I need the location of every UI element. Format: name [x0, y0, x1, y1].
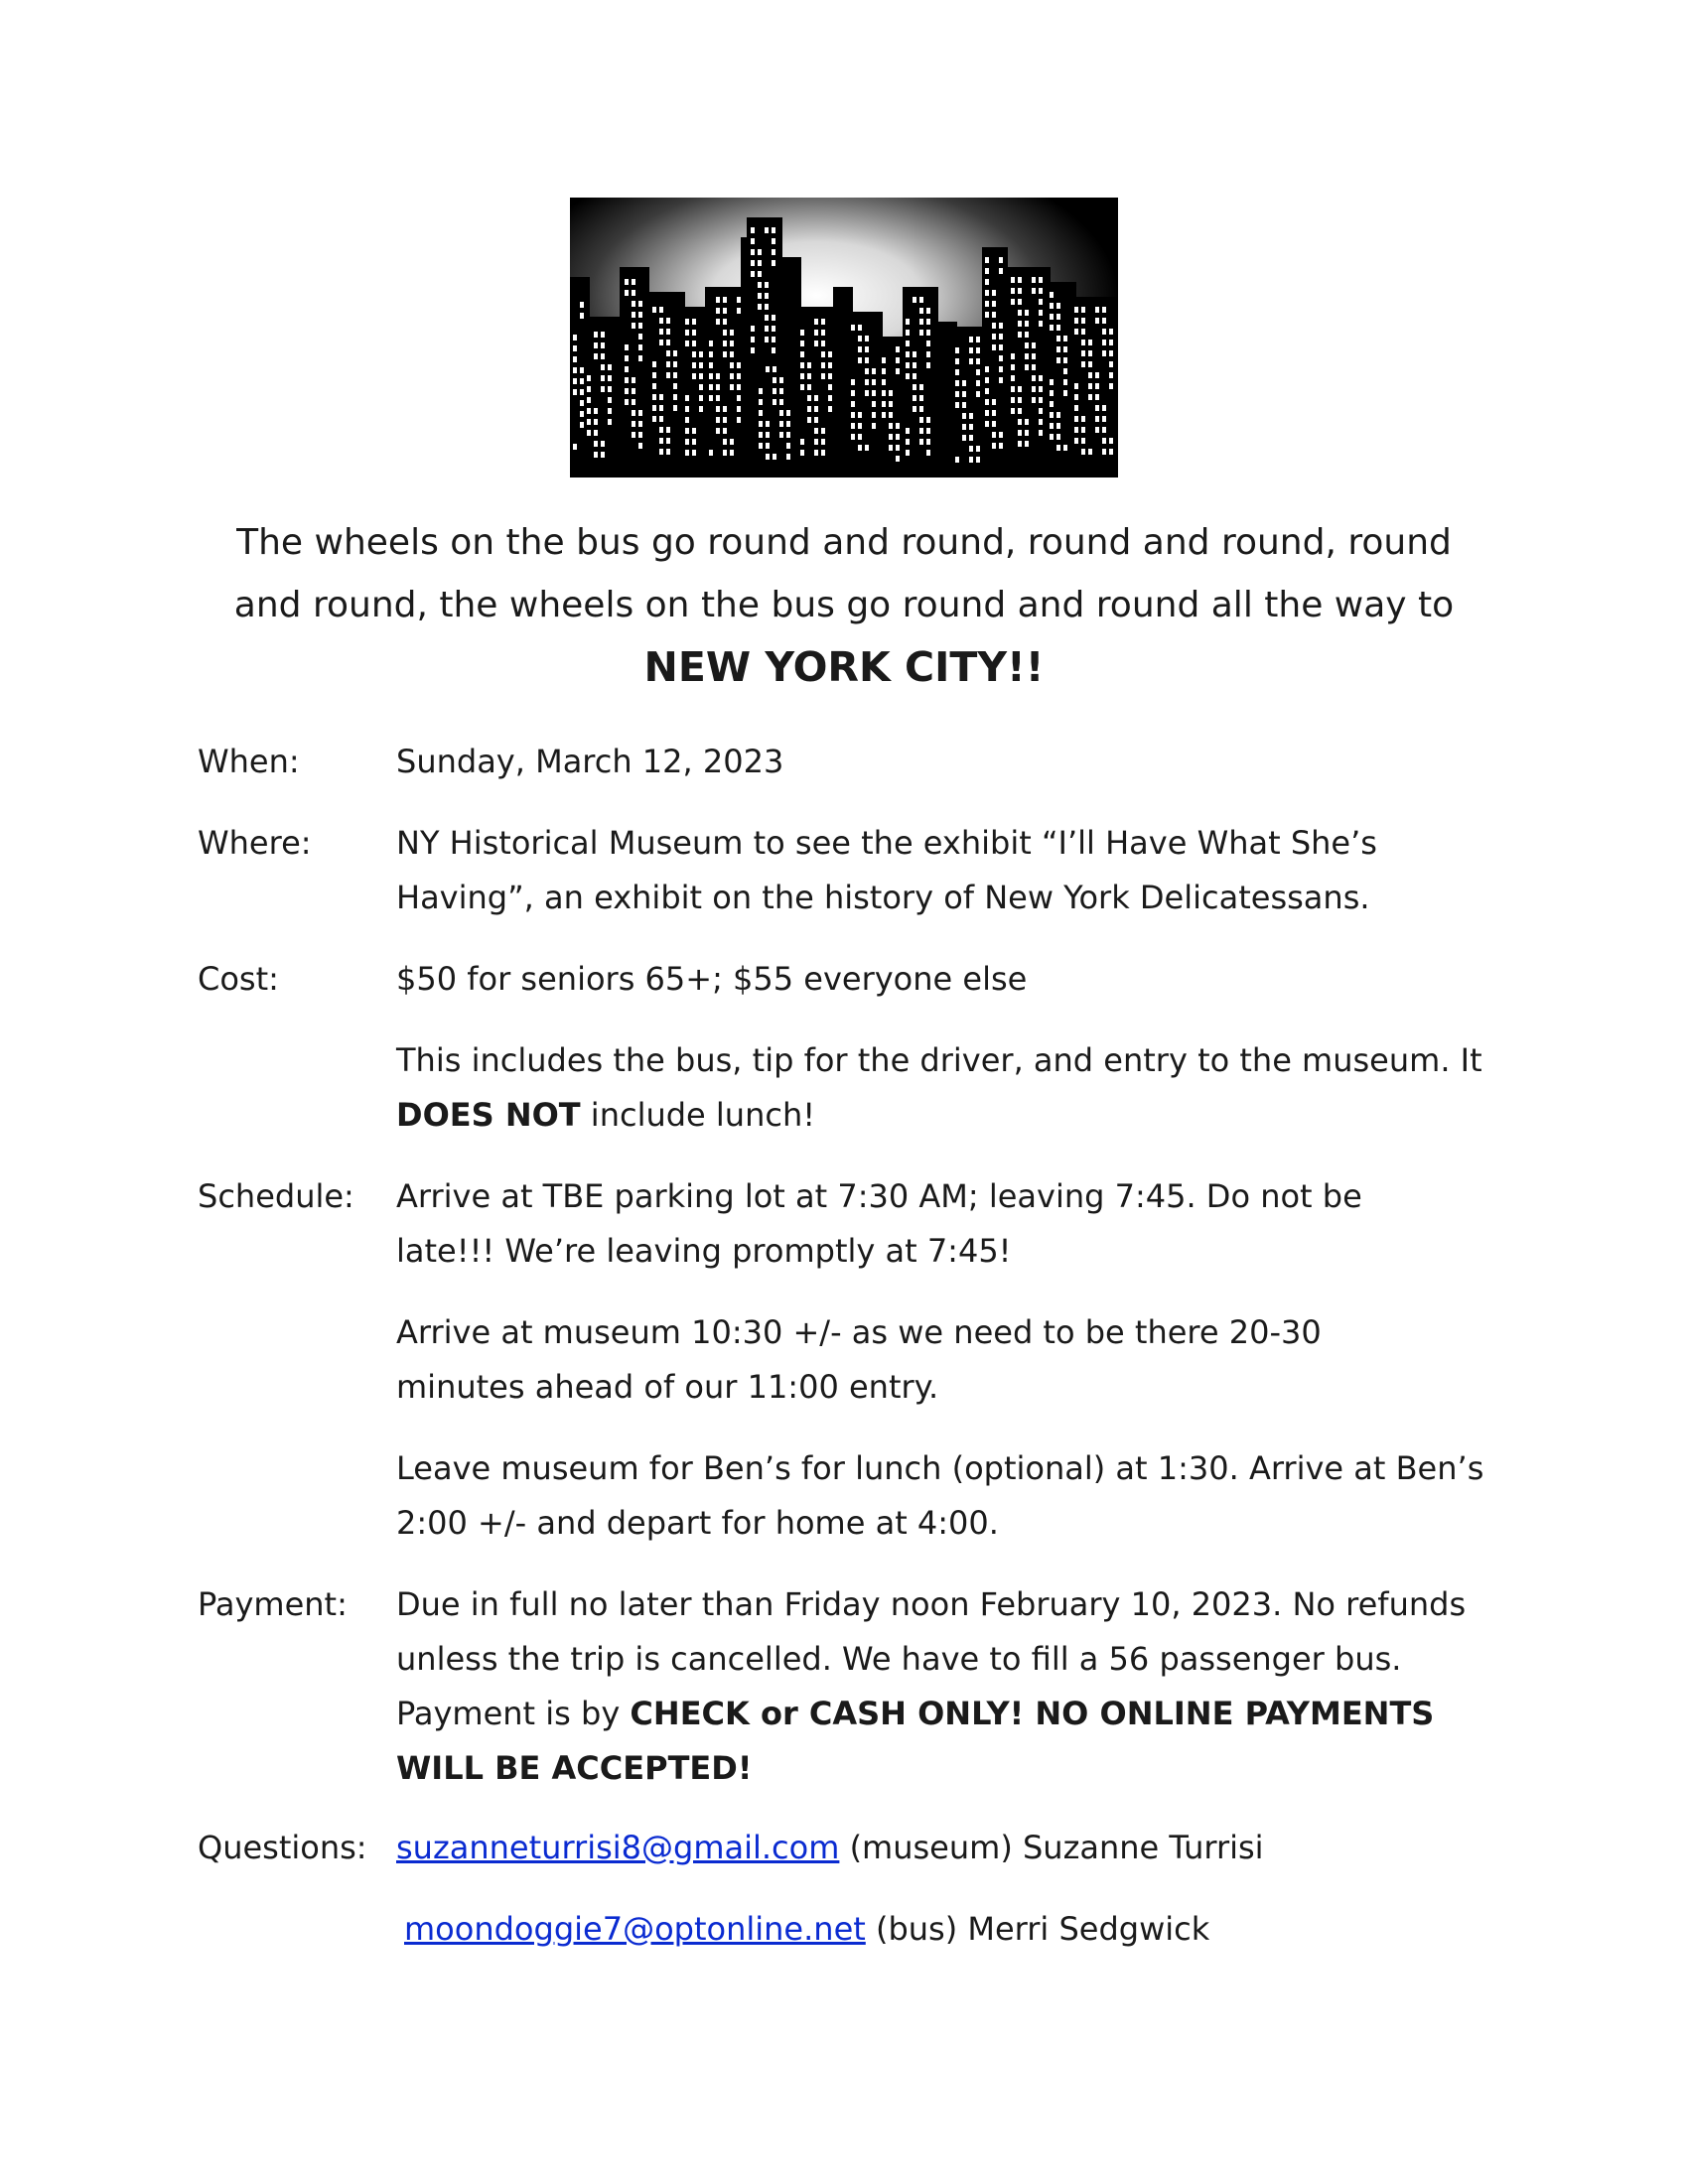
when-value: Sunday, March 12, 2023 — [396, 743, 784, 780]
cost-value: $50 for seniors 65+; $55 everyone else — [396, 960, 1028, 998]
museum-contact-name: (museum) Suzanne Turrisi — [839, 1829, 1264, 1866]
cost-note-end: include lunch! — [580, 1096, 816, 1134]
cost-note-emphasis: DOES NOT — [396, 1096, 581, 1134]
contact-bus — [404, 1902, 1506, 1957]
payment-value — [396, 1577, 1469, 1796]
cost-note-text: This includes the bus, tip for the driver, and entry to the museum. It — [396, 1041, 1482, 1079]
intro-line-1: The wheels on the bus go round and round, round and round, round — [236, 522, 1452, 563]
schedule-label: Schedule: — [198, 1177, 354, 1215]
payment-label: Payment: — [198, 1585, 348, 1623]
schedule-departure: Arrive at TBE parking lot at 7:30 AM; leaving 7:45. Do not be late!!! We’re leaving promptly at 7:45! — [396, 1177, 1362, 1270]
city-skyline-image — [570, 198, 1118, 478]
bus-email-link[interactable]: moondoggie7@optonline.net — [404, 1910, 866, 1948]
museum-email-link[interactable]: suzanneturrisi8@gmail.com — [396, 1829, 840, 1866]
intro-text — [179, 511, 1509, 636]
schedule-lunch-return: Leave museum for Ben’s for lunch (optional) at 1:30. Arrive at Ben’s 2:00 +/- and depart for home at 4:00. — [396, 1449, 1484, 1542]
cost-label: Cost: — [198, 960, 279, 998]
intro-line-2: and round, the wheels on the bus go round and round all the way to — [233, 585, 1455, 625]
payment-text: Due in full no later than Friday noon February 10, 2023. No refunds unless the trip is cancelled. We have to fill a 56 passenger bus. Payment is by — [396, 1585, 1467, 1732]
payment-emphasis: CHECK or CASH ONLY! NO ONLINE PAYMENTS WILL BE ACCEPTED! — [396, 1695, 1435, 1787]
bus-contact-name: (bus) Merri Sedgwick — [865, 1910, 1210, 1948]
cost-note — [396, 1033, 1498, 1143]
schedule-museum-arrival: Arrive at museum 10:30 +/- as we need to be there 20-30 minutes ahead of our 11:00 entry. — [396, 1313, 1322, 1406]
headline: NEW YORK CITY!! — [643, 643, 1045, 691]
where-label: Where: — [198, 824, 312, 862]
where-value: NY Historical Museum to see the exhibit “I’ll Have What She’s Having”, an exhibit on the history of New York Delicatessans. — [396, 824, 1377, 916]
questions-label: Questions: — [198, 1829, 367, 1866]
when-label: When: — [198, 743, 300, 780]
contact-museum — [396, 1821, 1498, 1875]
